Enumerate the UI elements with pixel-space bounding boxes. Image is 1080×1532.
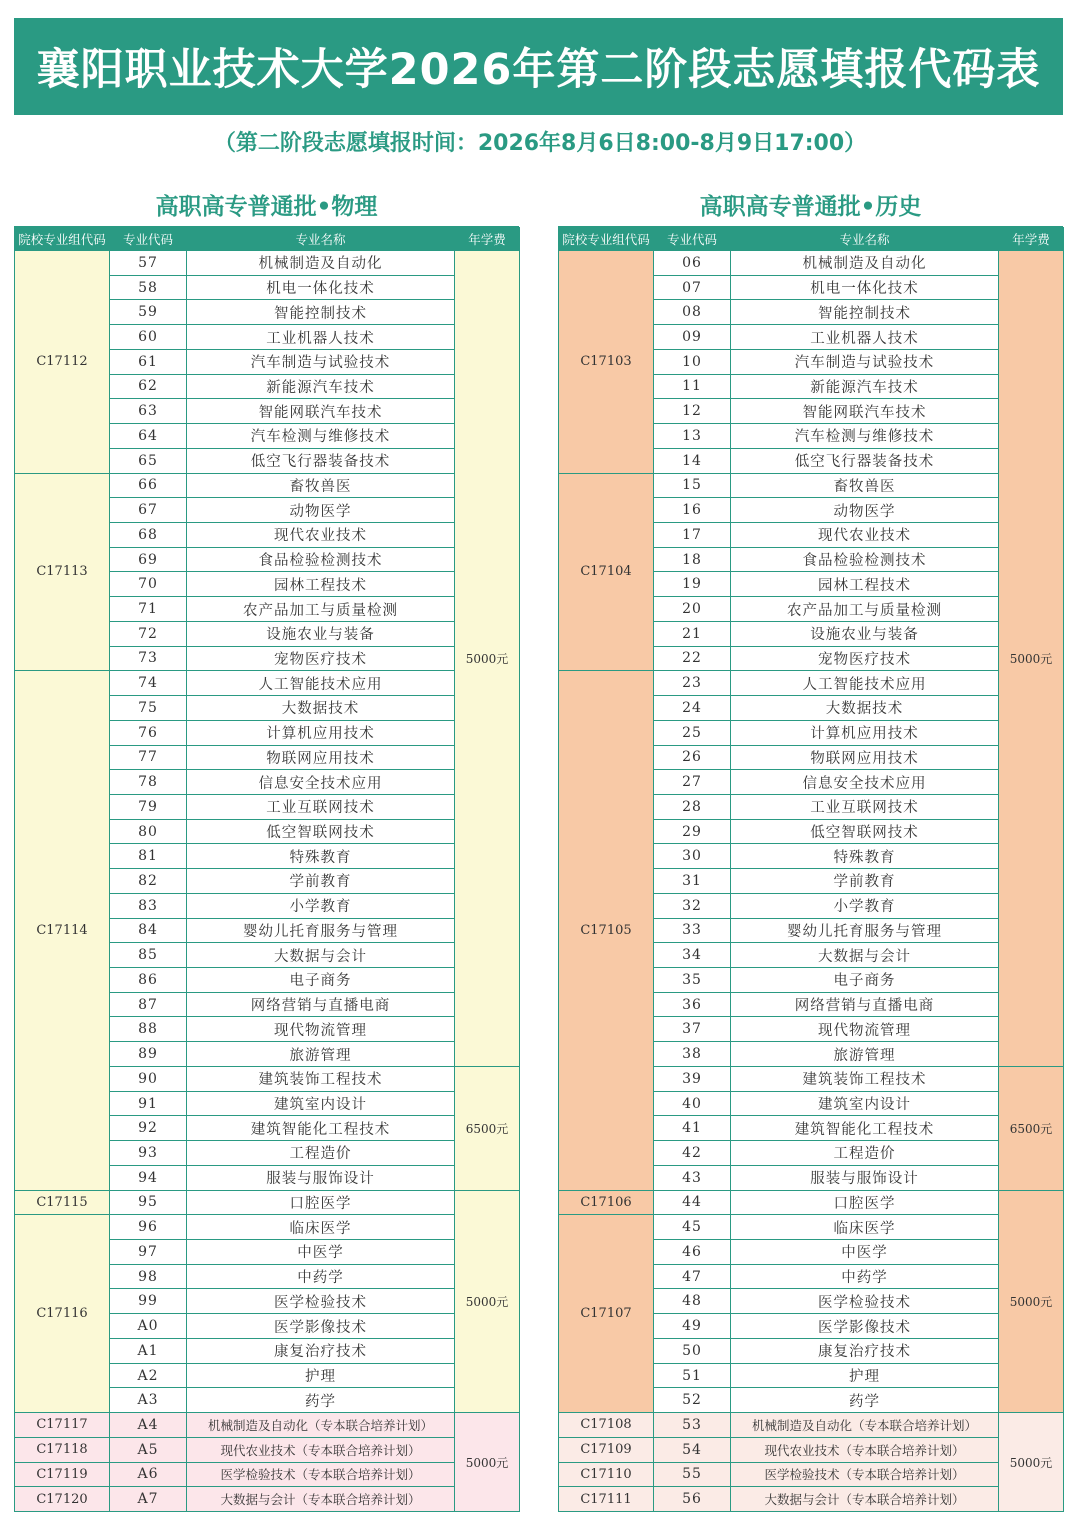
- major-code-cell: 66: [110, 474, 187, 499]
- major-name-cell: 农产品加工与质量检测: [731, 597, 999, 622]
- major-code-cell: 59: [110, 300, 187, 325]
- major-name-cell: 机电一体化技术: [187, 276, 455, 301]
- major-code-cell: 85: [110, 943, 187, 968]
- major-name-cell: 旅游管理: [187, 1042, 455, 1067]
- header-group-code: 院校专业组代码: [559, 227, 654, 251]
- major-name-cell: 特殊教育: [731, 844, 999, 869]
- major-name-cell: 汽车检测与维修技术: [187, 424, 455, 449]
- major-code-cell: 30: [654, 844, 731, 869]
- major-code-cell: 95: [110, 1191, 187, 1216]
- major-code-cell: 19: [654, 572, 731, 597]
- major-name-cell: 学前教育: [187, 869, 455, 894]
- major-code-cell: A6: [110, 1463, 187, 1488]
- major-code-cell: 86: [110, 968, 187, 993]
- group-code-cell: C17112: [15, 251, 110, 474]
- major-code-cell: 32: [654, 894, 731, 919]
- major-name-cell: 工程造价: [187, 1141, 455, 1166]
- major-name-cell: 人工智能技术应用: [731, 671, 999, 696]
- major-name-cell: 医学检验技术: [187, 1289, 455, 1314]
- major-code-cell: 56: [654, 1487, 731, 1512]
- major-code-cell: 09: [654, 325, 731, 350]
- major-code-cell: 36: [654, 993, 731, 1018]
- major-code-cell: 63: [110, 399, 187, 424]
- major-name-cell: 汽车制造与试验技术: [731, 350, 999, 375]
- major-code-cell: 77: [110, 746, 187, 771]
- major-name-cell: 小学教育: [731, 894, 999, 919]
- major-name-cell: 建筑智能化工程技术: [731, 1116, 999, 1141]
- major-code-cell: 20: [654, 597, 731, 622]
- major-name-cell: 临床医学: [187, 1215, 455, 1240]
- major-name-cell: 现代物流管理: [731, 1017, 999, 1042]
- major-code-cell: A4: [110, 1413, 187, 1438]
- major-name-cell: 建筑装饰工程技术: [187, 1067, 455, 1092]
- group-code-cell: C17106: [559, 1191, 654, 1216]
- major-code-cell: 83: [110, 894, 187, 919]
- major-name-cell: 机械制造及自动化（专本联合培养计划）: [731, 1413, 999, 1438]
- major-name-cell: 服装与服饰设计: [187, 1166, 455, 1191]
- major-name-cell: 大数据与会计: [731, 943, 999, 968]
- tuition-cell: 6500元: [455, 1067, 520, 1191]
- group-code-cell: C17113: [15, 474, 110, 672]
- major-name-cell: 动物医学: [187, 498, 455, 523]
- major-name-cell: 工业互联网技术: [187, 795, 455, 820]
- major-name-cell: 畜牧兽医: [731, 474, 999, 499]
- major-name-cell: 电子商务: [731, 968, 999, 993]
- major-code-cell: 33: [654, 919, 731, 944]
- page-title: 襄阳职业技术大学2026年第二阶段志愿填报代码表: [36, 45, 1041, 95]
- major-code-cell: 54: [654, 1438, 731, 1463]
- major-name-cell: 设施农业与装备: [187, 622, 455, 647]
- major-name-cell: 服装与服饰设计: [731, 1166, 999, 1191]
- major-name-cell: 现代农业技术（专本联合培养计划）: [187, 1438, 455, 1463]
- tuition-cell: 6500元: [999, 1067, 1064, 1191]
- major-code-cell: 31: [654, 869, 731, 894]
- major-code-cell: 43: [654, 1166, 731, 1191]
- major-code-cell: 88: [110, 1017, 187, 1042]
- major-name-cell: 智能网联汽车技术: [187, 399, 455, 424]
- major-name-cell: 口腔医学: [187, 1191, 455, 1216]
- major-name-cell: 低空智联网技术: [187, 820, 455, 845]
- major-code-cell: A3: [110, 1388, 187, 1413]
- major-name-cell: 园林工程技术: [731, 572, 999, 597]
- header-major-name: 专业名称: [187, 227, 455, 251]
- code-table-history: [558, 226, 1063, 1512]
- major-name-cell: 建筑室内设计: [731, 1092, 999, 1117]
- major-name-cell: 工业机器人技术: [731, 325, 999, 350]
- major-code-cell: 26: [654, 746, 731, 771]
- group-code-cell: C17107: [559, 1215, 654, 1413]
- major-code-cell: 91: [110, 1092, 187, 1117]
- major-name-cell: 现代农业技术: [187, 523, 455, 548]
- major-code-cell: 71: [110, 597, 187, 622]
- major-name-cell: 特殊教育: [187, 844, 455, 869]
- major-name-cell: 机械制造及自动化: [731, 251, 999, 276]
- major-code-cell: 99: [110, 1289, 187, 1314]
- major-name-cell: 宠物医疗技术: [187, 647, 455, 672]
- major-code-cell: 46: [654, 1240, 731, 1265]
- major-code-cell: 17: [654, 523, 731, 548]
- major-code-cell: 90: [110, 1067, 187, 1092]
- major-name-cell: 电子商务: [187, 968, 455, 993]
- major-name-cell: 机械制造及自动化（专本联合培养计划）: [187, 1413, 455, 1438]
- tuition-cell: 5000元: [455, 1413, 520, 1512]
- header-major-code: 专业代码: [654, 227, 731, 251]
- major-name-cell: 大数据与会计: [187, 943, 455, 968]
- major-name-cell: 设施农业与装备: [731, 622, 999, 647]
- group-code-cell: C17109: [559, 1438, 654, 1463]
- major-name-cell: 信息安全技术应用: [731, 770, 999, 795]
- major-name-cell: 现代农业技术（专本联合培养计划）: [731, 1438, 999, 1463]
- major-code-cell: 84: [110, 919, 187, 944]
- major-code-cell: 65: [110, 449, 187, 474]
- major-name-cell: 学前教育: [731, 869, 999, 894]
- major-name-cell: 康复治疗技术: [187, 1339, 455, 1364]
- major-name-cell: 医学影像技术: [187, 1314, 455, 1339]
- major-name-cell: 中医学: [187, 1240, 455, 1265]
- major-code-cell: 96: [110, 1215, 187, 1240]
- major-name-cell: 网络营销与直播电商: [731, 993, 999, 1018]
- major-name-cell: 工业互联网技术: [731, 795, 999, 820]
- major-name-cell: 口腔医学: [731, 1191, 999, 1216]
- major-code-cell: 69: [110, 548, 187, 573]
- major-name-cell: 医学检验技术: [731, 1289, 999, 1314]
- major-name-cell: 婴幼儿托育服务与管理: [731, 919, 999, 944]
- major-code-cell: 28: [654, 795, 731, 820]
- application-period: （第二阶段志愿填报时间：2026年8月6日8:00-8月9日17:00）: [213, 131, 867, 156]
- major-name-cell: 园林工程技术: [187, 572, 455, 597]
- group-code-cell: C17103: [559, 251, 654, 474]
- major-name-cell: 婴幼儿托育服务与管理: [187, 919, 455, 944]
- major-name-cell: 低空飞行器装备技术: [187, 449, 455, 474]
- major-code-cell: 53: [654, 1413, 731, 1438]
- major-code-cell: 50: [654, 1339, 731, 1364]
- major-name-cell: 旅游管理: [731, 1042, 999, 1067]
- major-code-cell: 89: [110, 1042, 187, 1067]
- major-name-cell: 汽车检测与维修技术: [731, 424, 999, 449]
- major-code-cell: 11: [654, 375, 731, 400]
- major-code-cell: 47: [654, 1265, 731, 1290]
- major-name-cell: 大数据技术: [187, 696, 455, 721]
- major-code-cell: 92: [110, 1116, 187, 1141]
- major-name-cell: 物联网应用技术: [731, 746, 999, 771]
- tuition-cell: 5000元: [999, 251, 1064, 1067]
- major-code-cell: 52: [654, 1388, 731, 1413]
- major-name-cell: 畜牧兽医: [187, 474, 455, 499]
- major-code-cell: 44: [654, 1191, 731, 1216]
- major-code-cell: 58: [110, 276, 187, 301]
- major-code-cell: 08: [654, 300, 731, 325]
- group-code-cell: C17110: [559, 1463, 654, 1488]
- major-code-cell: A1: [110, 1339, 187, 1364]
- major-code-cell: 18: [654, 548, 731, 573]
- header-tuition: 年学费: [999, 227, 1064, 251]
- major-code-cell: 49: [654, 1314, 731, 1339]
- major-code-cell: A0: [110, 1314, 187, 1339]
- major-code-cell: 12: [654, 399, 731, 424]
- major-code-cell: 42: [654, 1141, 731, 1166]
- major-code-cell: 25: [654, 721, 731, 746]
- major-code-cell: 87: [110, 993, 187, 1018]
- major-name-cell: 机电一体化技术: [731, 276, 999, 301]
- major-code-cell: 45: [654, 1215, 731, 1240]
- major-code-cell: 24: [654, 696, 731, 721]
- header-group-code: 院校专业组代码: [15, 227, 110, 251]
- major-code-cell: 79: [110, 795, 187, 820]
- major-code-cell: 38: [654, 1042, 731, 1067]
- major-code-cell: 37: [654, 1017, 731, 1042]
- group-code-cell: C17108: [559, 1413, 654, 1438]
- major-name-cell: 现代物流管理: [187, 1017, 455, 1042]
- major-name-cell: 智能控制技术: [187, 300, 455, 325]
- major-name-cell: 农产品加工与质量检测: [187, 597, 455, 622]
- major-name-cell: 中药学: [187, 1265, 455, 1290]
- major-name-cell: 智能网联汽车技术: [731, 399, 999, 424]
- major-code-cell: 70: [110, 572, 187, 597]
- major-name-cell: 机械制造及自动化: [187, 251, 455, 276]
- group-code-cell: C17119: [15, 1463, 110, 1488]
- major-name-cell: 新能源汽车技术: [187, 375, 455, 400]
- major-code-cell: 82: [110, 869, 187, 894]
- major-name-cell: 建筑室内设计: [187, 1092, 455, 1117]
- major-name-cell: 现代农业技术: [731, 523, 999, 548]
- major-code-cell: A7: [110, 1487, 187, 1512]
- major-code-cell: 22: [654, 647, 731, 672]
- major-name-cell: 工业机器人技术: [187, 325, 455, 350]
- major-code-cell: 40: [654, 1092, 731, 1117]
- major-name-cell: 物联网应用技术: [187, 746, 455, 771]
- major-code-cell: 16: [654, 498, 731, 523]
- major-code-cell: 07: [654, 276, 731, 301]
- title-banner: [14, 18, 1063, 115]
- major-name-cell: 人工智能技术应用: [187, 671, 455, 696]
- major-name-cell: 药学: [187, 1388, 455, 1413]
- major-code-cell: 72: [110, 622, 187, 647]
- major-name-cell: 汽车制造与试验技术: [187, 350, 455, 375]
- major-code-cell: 14: [654, 449, 731, 474]
- major-code-cell: A5: [110, 1438, 187, 1463]
- major-code-cell: 51: [654, 1364, 731, 1389]
- major-code-cell: 21: [654, 622, 731, 647]
- major-code-cell: 10: [654, 350, 731, 375]
- major-name-cell: 药学: [731, 1388, 999, 1413]
- major-name-cell: 食品检验检测技术: [731, 548, 999, 573]
- group-code-cell: C17104: [559, 474, 654, 672]
- major-code-cell: A2: [110, 1364, 187, 1389]
- major-name-cell: 大数据与会计（专本联合培养计划）: [187, 1487, 455, 1512]
- major-code-cell: 34: [654, 943, 731, 968]
- major-name-cell: 低空飞行器装备技术: [731, 449, 999, 474]
- tuition-cell: 5000元: [455, 1191, 520, 1414]
- major-name-cell: 信息安全技术应用: [187, 770, 455, 795]
- major-code-cell: 41: [654, 1116, 731, 1141]
- major-name-cell: 工程造价: [731, 1141, 999, 1166]
- major-code-cell: 76: [110, 721, 187, 746]
- major-code-cell: 57: [110, 251, 187, 276]
- major-code-cell: 27: [654, 770, 731, 795]
- major-name-cell: 中医学: [731, 1240, 999, 1265]
- group-code-cell: C17120: [15, 1487, 110, 1512]
- header-major-name: 专业名称: [731, 227, 999, 251]
- tuition-cell: 5000元: [455, 251, 520, 1067]
- major-code-cell: 39: [654, 1067, 731, 1092]
- major-code-cell: 80: [110, 820, 187, 845]
- major-name-cell: 新能源汽车技术: [731, 375, 999, 400]
- major-name-cell: 网络营销与直播电商: [187, 993, 455, 1018]
- major-name-cell: 宠物医疗技术: [731, 647, 999, 672]
- major-code-cell: 94: [110, 1166, 187, 1191]
- major-code-cell: 06: [654, 251, 731, 276]
- major-code-cell: 15: [654, 474, 731, 499]
- major-code-cell: 98: [110, 1265, 187, 1290]
- section-title-history: 高职高专普通批•历史: [699, 194, 922, 220]
- major-code-cell: 13: [654, 424, 731, 449]
- major-name-cell: 低空智联网技术: [731, 820, 999, 845]
- major-code-cell: 48: [654, 1289, 731, 1314]
- major-code-cell: 73: [110, 647, 187, 672]
- code-table-physics: [14, 226, 519, 1512]
- tuition-cell: 5000元: [999, 1191, 1064, 1414]
- major-name-cell: 大数据与会计（专本联合培养计划）: [731, 1487, 999, 1512]
- major-name-cell: 建筑装饰工程技术: [731, 1067, 999, 1092]
- major-code-cell: 62: [110, 375, 187, 400]
- group-code-cell: C17118: [15, 1438, 110, 1463]
- tuition-cell: 5000元: [999, 1413, 1064, 1512]
- group-code-cell: C17115: [15, 1191, 110, 1216]
- major-code-cell: 64: [110, 424, 187, 449]
- major-name-cell: 护理: [187, 1364, 455, 1389]
- major-name-cell: 临床医学: [731, 1215, 999, 1240]
- major-name-cell: 护理: [731, 1364, 999, 1389]
- major-name-cell: 医学检验技术（专本联合培养计划）: [187, 1463, 455, 1488]
- major-name-cell: 中药学: [731, 1265, 999, 1290]
- major-name-cell: 建筑智能化工程技术: [187, 1116, 455, 1141]
- major-code-cell: 81: [110, 844, 187, 869]
- major-code-cell: 74: [110, 671, 187, 696]
- major-name-cell: 智能控制技术: [731, 300, 999, 325]
- group-code-cell: C17105: [559, 671, 654, 1190]
- header-tuition: 年学费: [455, 227, 520, 251]
- major-name-cell: 大数据技术: [731, 696, 999, 721]
- major-code-cell: 55: [654, 1463, 731, 1488]
- major-name-cell: 小学教育: [187, 894, 455, 919]
- major-name-cell: 计算机应用技术: [187, 721, 455, 746]
- major-name-cell: 医学影像技术: [731, 1314, 999, 1339]
- major-name-cell: 医学检验技术（专本联合培养计划）: [731, 1463, 999, 1488]
- major-name-cell: 动物医学: [731, 498, 999, 523]
- header-major-code: 专业代码: [110, 227, 187, 251]
- section-title-physics: 高职高专普通批•物理: [155, 194, 378, 220]
- major-name-cell: 食品检验检测技术: [187, 548, 455, 573]
- group-code-cell: C17116: [15, 1215, 110, 1413]
- major-code-cell: 35: [654, 968, 731, 993]
- major-code-cell: 23: [654, 671, 731, 696]
- group-code-cell: C17117: [15, 1413, 110, 1438]
- major-code-cell: 93: [110, 1141, 187, 1166]
- major-name-cell: 康复治疗技术: [731, 1339, 999, 1364]
- major-code-cell: 68: [110, 523, 187, 548]
- group-code-cell: C17111: [559, 1487, 654, 1512]
- major-code-cell: 97: [110, 1240, 187, 1265]
- major-code-cell: 61: [110, 350, 187, 375]
- major-code-cell: 75: [110, 696, 187, 721]
- group-code-cell: C17114: [15, 671, 110, 1190]
- major-code-cell: 60: [110, 325, 187, 350]
- major-code-cell: 78: [110, 770, 187, 795]
- major-code-cell: 67: [110, 498, 187, 523]
- major-name-cell: 计算机应用技术: [731, 721, 999, 746]
- major-code-cell: 29: [654, 820, 731, 845]
